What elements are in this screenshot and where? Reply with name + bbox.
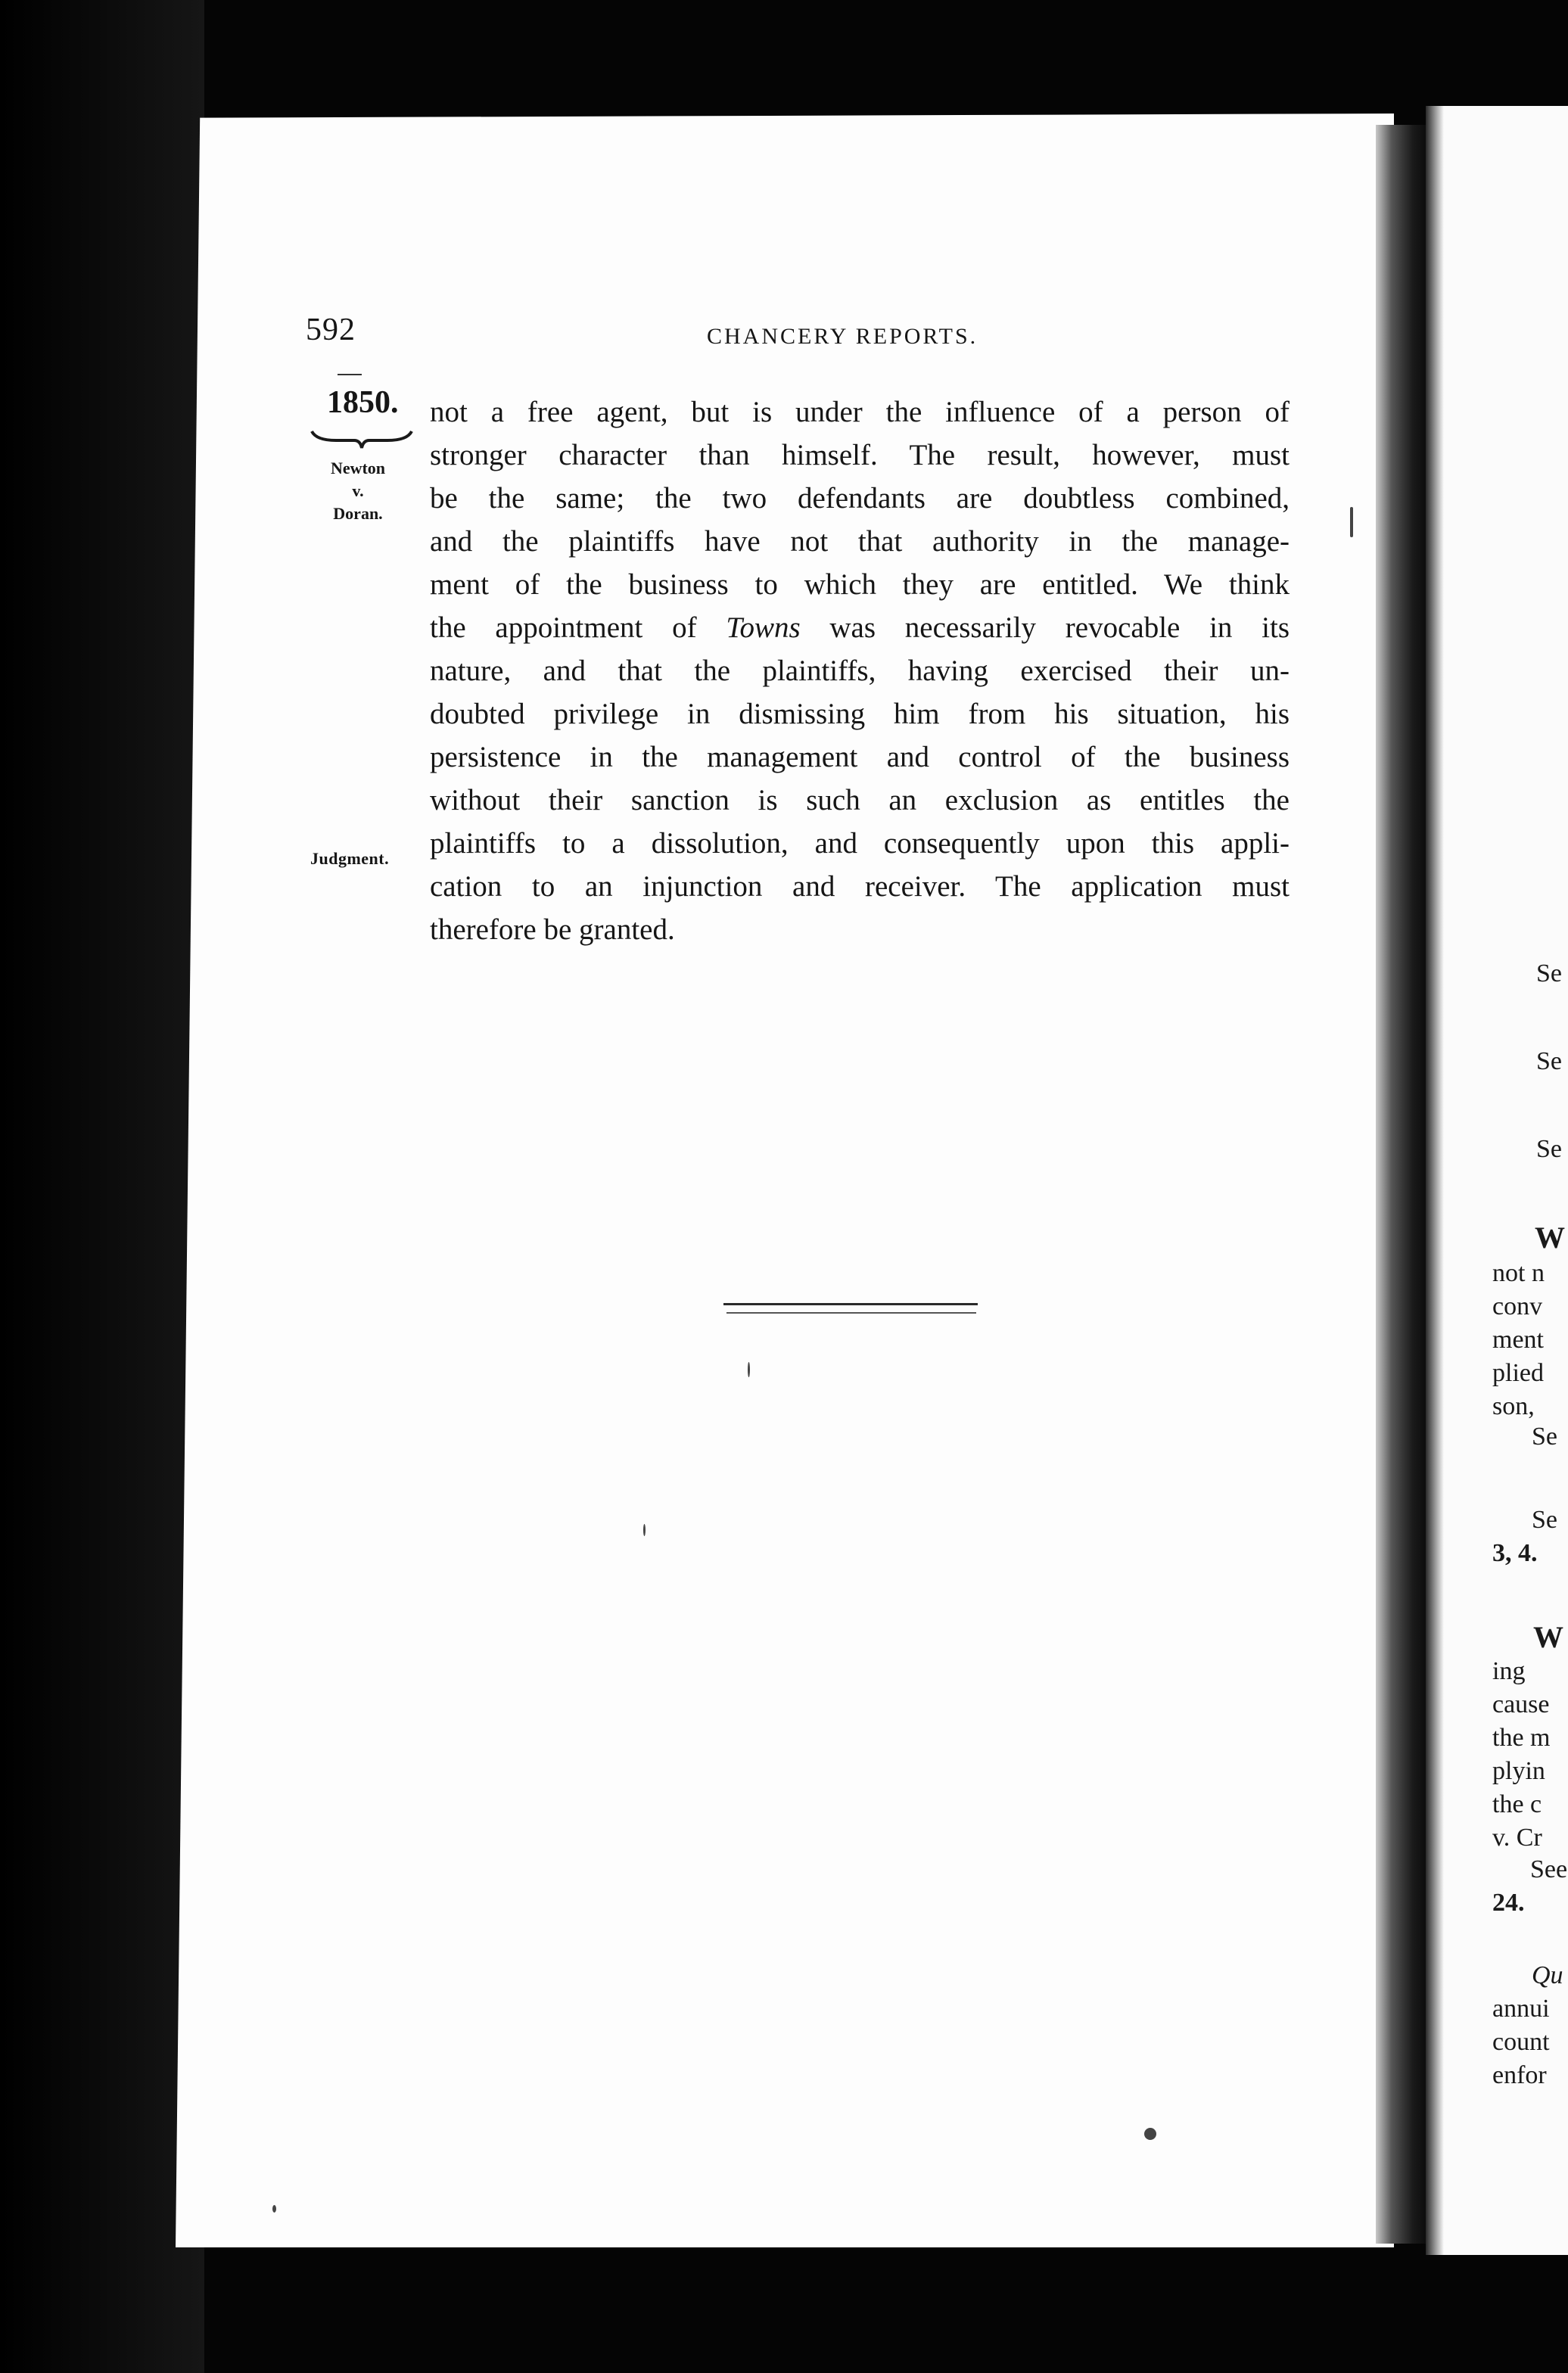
right-fragment: 3, 4. bbox=[1492, 1539, 1538, 1567]
case-defendant: Doran. bbox=[333, 504, 383, 523]
margin-brace bbox=[309, 428, 415, 451]
scan-speck bbox=[1144, 2128, 1156, 2140]
right-fragment: Qu bbox=[1532, 1961, 1563, 1989]
end-rule bbox=[723, 1303, 978, 1305]
scan-speck bbox=[1350, 507, 1353, 537]
margin-case-name bbox=[316, 457, 400, 525]
running-head: CHANCERY REPORTS. bbox=[707, 324, 978, 349]
body-line: persistence in the management and control of the business bbox=[430, 741, 1290, 773]
body-line: without their sanction is such an exclusion as entitles the bbox=[430, 784, 1290, 816]
scan-speck bbox=[748, 1362, 750, 1377]
right-fragment: Se bbox=[1536, 1135, 1562, 1163]
body-line: and the plaintiffs have not that authority in the manage- bbox=[430, 525, 1290, 558]
body-line: ment of the business to which they are entitled. We think bbox=[430, 568, 1290, 601]
right-fragment: son, bbox=[1492, 1392, 1535, 1420]
body-line: doubted privilege in dismissing him from his situation, his bbox=[430, 698, 1290, 730]
body-line-part: the appointment of bbox=[430, 611, 697, 644]
body-line-with-italic bbox=[430, 606, 1290, 649]
body-line-last: therefore be granted. bbox=[430, 913, 675, 946]
body-line: stronger character than himself. The result, however, must bbox=[430, 439, 1290, 471]
case-versus: v. bbox=[352, 481, 364, 500]
right-fragment: v. Cr bbox=[1492, 1824, 1542, 1852]
right-fragment: conv bbox=[1492, 1292, 1543, 1320]
right-fragment: 24. bbox=[1492, 1889, 1525, 1917]
right-fragment: enfor bbox=[1492, 2061, 1547, 2089]
book-gutter bbox=[1376, 125, 1429, 2244]
right-fragment: annui bbox=[1492, 1995, 1550, 2023]
right-fragment: ment bbox=[1492, 1326, 1544, 1354]
scan-speck bbox=[272, 2205, 276, 2213]
right-fragment: the m bbox=[1492, 1724, 1551, 1752]
end-rule-secondary bbox=[726, 1312, 976, 1314]
margin-year: 1850. bbox=[327, 385, 399, 420]
right-fragment: count bbox=[1492, 2028, 1550, 2056]
right-page bbox=[1426, 106, 1568, 2255]
right-page-shadow bbox=[1426, 106, 1444, 2255]
year-dash bbox=[338, 374, 362, 375]
right-fragment: plied bbox=[1492, 1359, 1544, 1387]
body-line: cation to an injunction and receiver. The application must bbox=[430, 870, 1290, 903]
right-fragment: See bbox=[1530, 1855, 1568, 1883]
right-fragment: not n bbox=[1492, 1259, 1545, 1287]
right-fragment: plyin bbox=[1492, 1757, 1545, 1785]
scan-speck bbox=[643, 1524, 646, 1536]
right-fragment: the c bbox=[1492, 1790, 1542, 1818]
right-fragment: cause bbox=[1492, 1690, 1550, 1718]
case-plaintiff: Newton bbox=[330, 459, 386, 477]
margin-judgment-label: Judgment. bbox=[310, 849, 390, 868]
right-fragment: Se bbox=[1536, 1047, 1562, 1075]
body-line: nature, and that the plaintiffs, having exercised their un- bbox=[430, 655, 1290, 687]
body-line-part: was necessarily revocable in its bbox=[829, 611, 1290, 644]
page-number: 592 bbox=[306, 313, 356, 347]
right-fragment: ing bbox=[1492, 1657, 1526, 1685]
body-line: be the same; the two defendants are doubtless combined, bbox=[430, 482, 1290, 515]
body-line: plaintiffs to a dissolution, and consequently upon this appli- bbox=[430, 827, 1290, 860]
right-fragment: W bbox=[1533, 1620, 1563, 1654]
right-fragment: Se bbox=[1536, 959, 1562, 987]
scan-background bbox=[0, 0, 204, 2373]
right-fragment: W bbox=[1535, 1221, 1565, 1255]
italic-name-towns: Towns bbox=[726, 611, 801, 644]
right-fragment: Se bbox=[1532, 1423, 1557, 1451]
right-fragment: Se bbox=[1532, 1506, 1557, 1534]
body-line: not a free agent, but is under the influence of a person of bbox=[430, 396, 1290, 428]
body-paragraph bbox=[430, 390, 1290, 951]
